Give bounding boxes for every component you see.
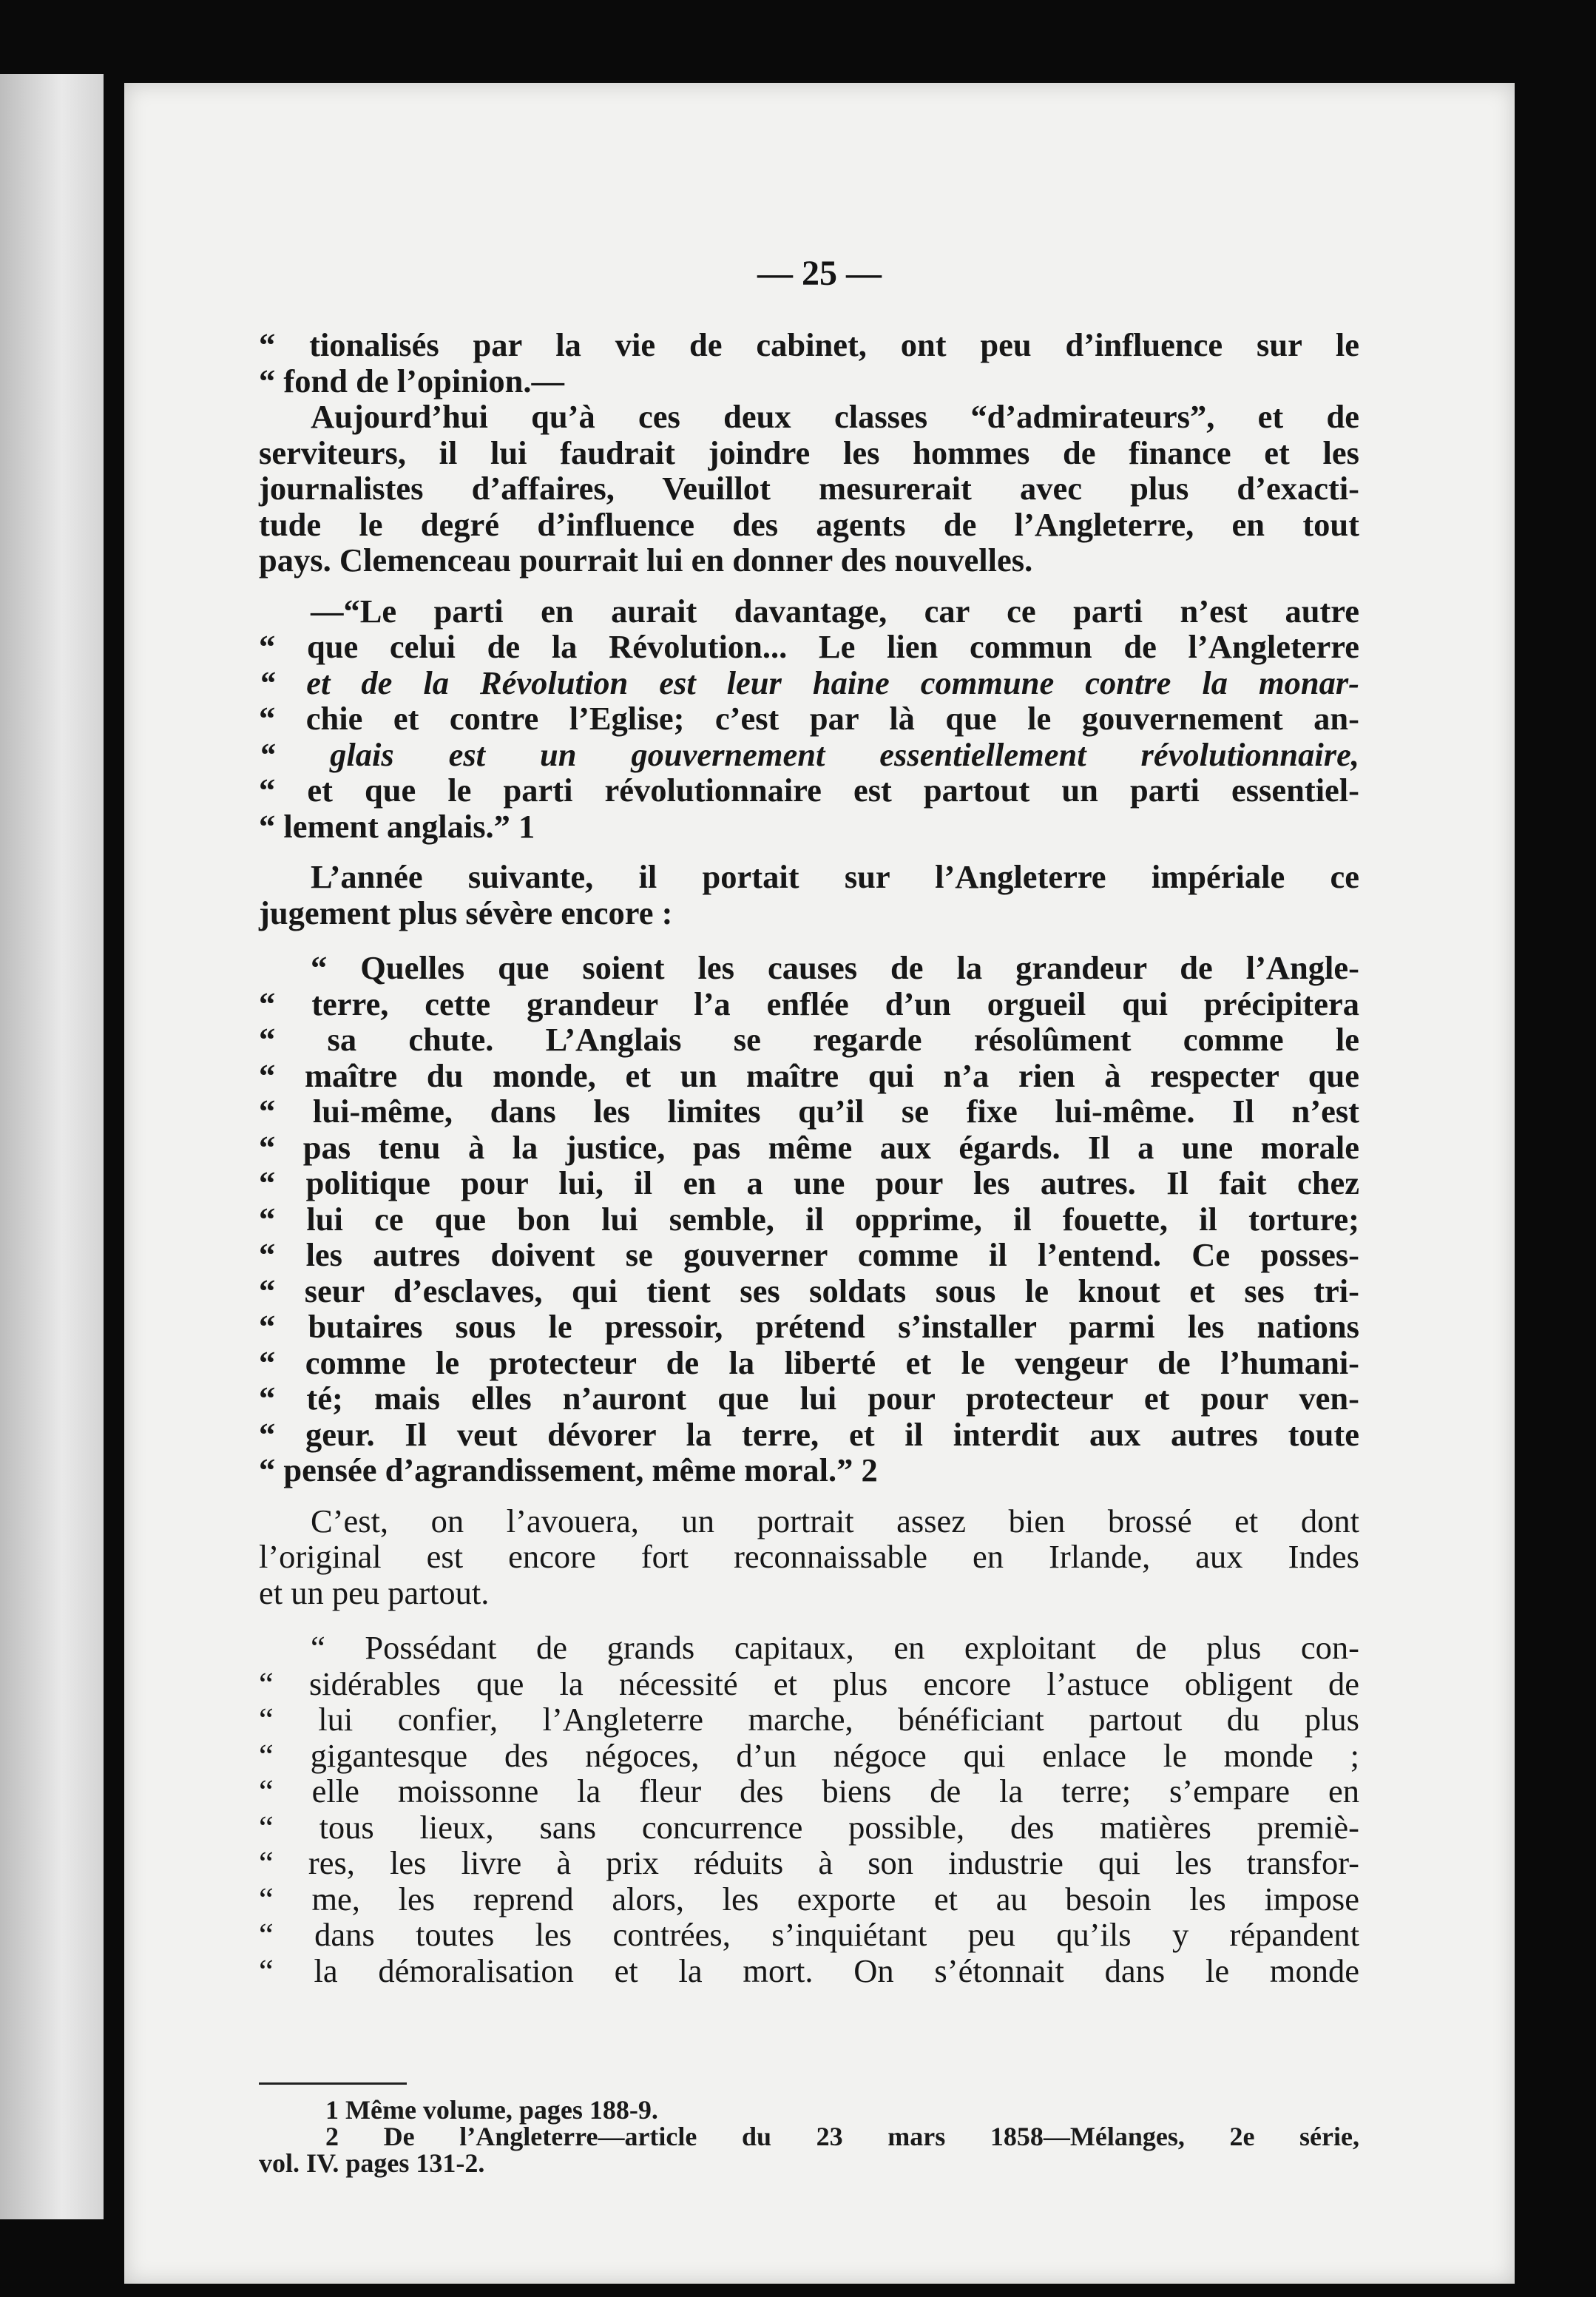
text-line: serviteurs, il lui faudrait joindre les hommes de finance et les — [259, 434, 1359, 471]
text-line: “ et de la Révolution est leur haine commune contre la monar- — [259, 664, 1359, 701]
text-line: “ lui confier, l’Angleterre marche, bénéficiant partout du plus — [259, 1701, 1359, 1738]
text-line: journalistes d’affaires, Veuillot mesurerait avec plus d’exacti- — [259, 470, 1359, 507]
text-line: “ lui ce que bon lui semble, il opprime, il fouette, il torture; — [259, 1200, 1359, 1238]
text-line: “ lui-même, dans les limites qu’il se fixe lui-même. Il n’est — [259, 1093, 1359, 1130]
text-line: “ glais est un gouvernement essentiellement révolutionnaire, — [259, 735, 1359, 773]
text-line: “ chie et contre l’Eglise; c’est par là que le gouvernement an- — [259, 700, 1359, 737]
footnote-divider — [259, 2082, 407, 2085]
text-line: “ sidérables que la nécessité et plus encore l’astuce obligent de — [259, 1664, 1359, 1702]
text-line: —“Le parti en aurait davantage, car ce parti n’est autre — [311, 592, 1359, 630]
text-line: “ politique pour lui, il en a une pour les autres. Il fait chez — [259, 1164, 1359, 1201]
text-line: “ pas tenu à la justice, pas même aux égards. Il a une morale — [259, 1128, 1359, 1166]
text-line: “ res, les livre à prix réduits à son industrie qui les transfor- — [259, 1844, 1359, 1881]
text-line: l’original est encore fort reconnaissable en Irlande, aux Indes — [259, 1538, 1359, 1575]
text-line: “ dans toutes les contrées, s’inquiétant peu qu’ils y répandent — [259, 1916, 1359, 1953]
text-line: “ Quelles que soient les causes de la grandeur de l’Angle- — [311, 949, 1359, 986]
text-line: “ elle moissonne la fleur des biens de la terre; s’empare en — [259, 1772, 1359, 1809]
text-line: tude le degré d’influence des agents de l’Angleterre, en tout — [259, 505, 1359, 543]
text-line: “ seur d’esclaves, qui tient ses soldats sous le knout et ses tri- — [259, 1272, 1359, 1309]
body-text — [259, 327, 1359, 1989]
text-line: jugement plus sévère encore : — [259, 894, 673, 931]
text-line: “ butaires sous le pressoir, prétend s’installer parmi les nations — [259, 1308, 1359, 1345]
footnote: vol. IV. pages 131-2. — [259, 2148, 485, 2178]
book-page — [124, 83, 1515, 2284]
text-line: “ que celui de la Révolution... Le lien commun de l’Angleterre — [259, 628, 1359, 665]
page-number: — 25 — — [757, 254, 882, 293]
text-line: “ lement anglais.” 1 — [259, 807, 535, 845]
text-line: “ pensée d’agrandissement, même moral.” 2 — [259, 1451, 878, 1488]
text-line: “ té; mais elles n’auront que lui pour protecteur et pour ven- — [259, 1380, 1359, 1417]
text-line: pays. Clemenceau pourrait lui en donner des nouvelles. — [259, 542, 1033, 579]
text-line: “ tous lieux, sans concurrence possible, des matières premiè- — [259, 1808, 1359, 1846]
adjacent-page-edge — [0, 74, 104, 2219]
footnote: 2 De l’Angleterre—article du 23 mars 1858—Mélanges, 2e série, — [325, 2122, 1359, 2151]
text-line: “ geur. Il veut dévorer la terre, et il interdit aux autres toute — [259, 1415, 1359, 1453]
text-line: “ fond de l’opinion.— — [259, 362, 564, 399]
text-line: “ la démoralisation et la mort. On s’étonnait dans le monde — [259, 1952, 1359, 1989]
text-line: “ comme le protecteur de la liberté et le vengeur de l’humani- — [259, 1343, 1359, 1381]
text-line: L’année suivante, il portait sur l’Angleterre impériale ce — [311, 858, 1359, 895]
text-line: Aujourd’hui qu’à ces deux classes “d’admirateurs”, et de — [311, 398, 1359, 435]
footnote: 1 Même volume, pages 188-9. — [325, 2095, 658, 2125]
text-line: “ me, les reprend alors, les exporte et au besoin les impose — [259, 1880, 1359, 1917]
text-line: “ gigantesque des négoces, d’un négoce qui enlace le monde ; — [259, 1736, 1359, 1774]
text-line: “ sa chute. L’Anglais se regarde résolûment comme le — [259, 1021, 1359, 1058]
text-line: “ et que le parti révolutionnaire est partout un parti essentiel- — [259, 772, 1359, 809]
text-line: “ terre, cette grandeur l’a enflée d’un orgueil qui précipitera — [259, 985, 1359, 1022]
text-line: “ tionalisés par la vie de cabinet, ont peu d’influence sur le — [259, 326, 1359, 363]
text-line: C’est, on l’avouera, un portrait assez bien brossé et dont — [311, 1502, 1359, 1539]
footnotes — [259, 2097, 1359, 2176]
text-line: “ les autres doivent se gouverner comme il l’entend. Ce posses- — [259, 1236, 1359, 1273]
text-line: “ Possédant de grands capitaux, en exploitant de plus con- — [311, 1629, 1359, 1666]
text-line: et un peu partout. — [259, 1574, 490, 1611]
text-line: “ maître du monde, et un maître qui n’a rien à respecter que — [259, 1056, 1359, 1094]
